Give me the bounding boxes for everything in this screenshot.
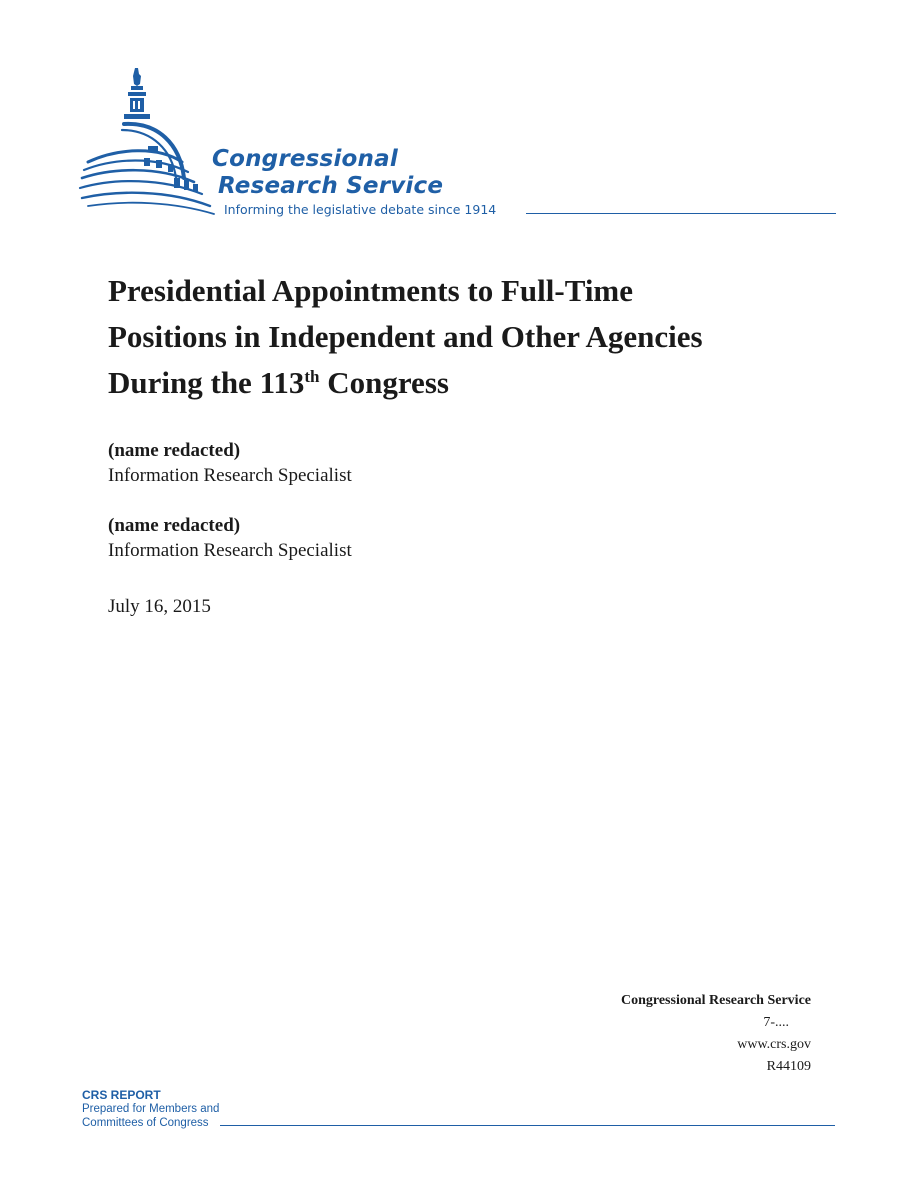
- author-name: (name redacted): [108, 440, 241, 461]
- logo-wordmark: [212, 146, 443, 200]
- footer-label: [82, 1088, 219, 1130]
- service-website: www.crs.gov: [737, 1037, 811, 1052]
- author-block: [108, 513, 352, 563]
- report-date: July 16, 2015: [108, 596, 211, 617]
- title-line-3-prefix: During the 113: [108, 365, 305, 400]
- service-info: [621, 990, 811, 1078]
- footer-report-label: CRS REPORT: [82, 1088, 161, 1102]
- title-superscript: th: [304, 367, 320, 386]
- logo-line-1: Congressional: [212, 146, 398, 172]
- report-number: R44109: [766, 1059, 811, 1074]
- logo-tagline: Informing the legislative debate since 1914: [224, 202, 497, 217]
- report-title: [108, 268, 828, 406]
- author-role: Information Research Specialist: [108, 540, 352, 561]
- author-block: [108, 438, 352, 488]
- title-line-3-suffix: Congress: [319, 365, 449, 400]
- service-phone: 7-....: [763, 1015, 789, 1030]
- logo-line-2: Research Service: [218, 173, 444, 199]
- service-name: Congressional Research Service: [620, 993, 811, 1008]
- footer-line-2: Prepared for Members and: [82, 1103, 220, 1115]
- title-line-1: Presidential Appointments to Full-Time: [108, 273, 634, 308]
- footer-line-3: Committees of Congress: [82, 1117, 209, 1129]
- capitol-dome-icon: [78, 66, 218, 218]
- author-name: (name redacted): [108, 515, 241, 536]
- footer-divider: [220, 1125, 835, 1126]
- author-role: Information Research Specialist: [108, 465, 352, 486]
- crs-logo: [78, 66, 838, 226]
- header-divider: [526, 213, 836, 214]
- title-line-2: Positions in Independent and Other Agencies: [108, 319, 703, 354]
